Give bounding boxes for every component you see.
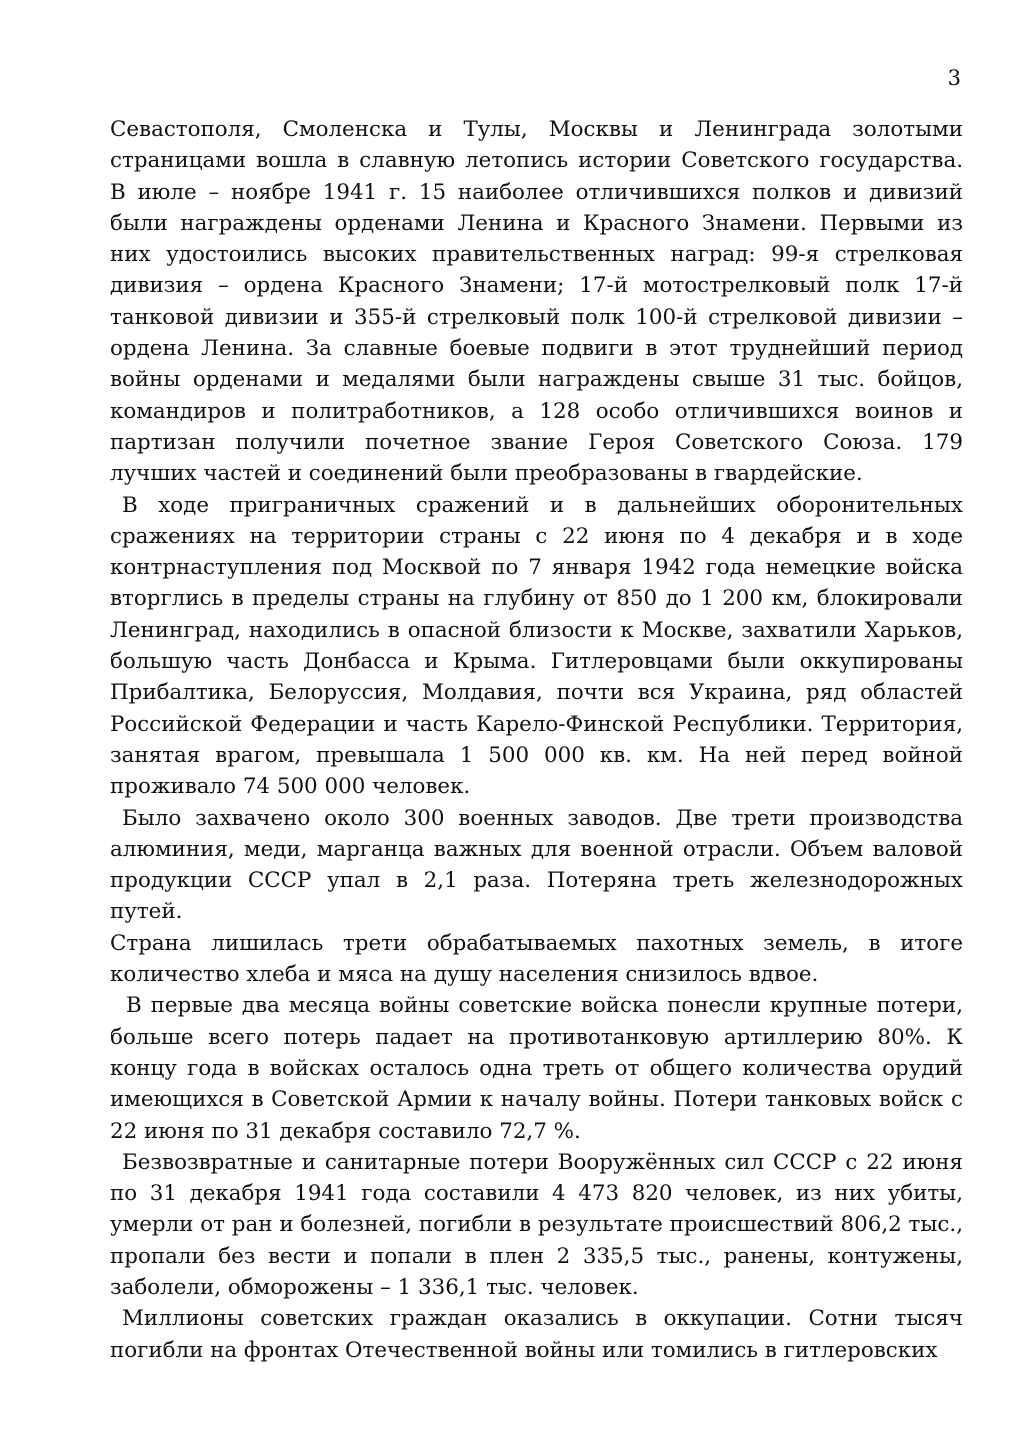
document-body — [110, 114, 963, 1366]
paragraph-5: В первые два месяца войны советские войска понесли крупные потери, больше всего потерь падает на противотанковую артиллерию 80%. К концу года в войсках осталось одна треть от общего количества орудий имеющихся в Советской Армии к началу войны. Потери танковых войск с 22 июня по 31 декабря составило 72,7 %. — [110, 993, 963, 1144]
paragraph-7: Миллионы советских граждан оказались в оккупации. Сотни тысяч погибли на фронтах Отечественной войны или томились в гитлеровских — [110, 1306, 963, 1363]
paragraph-2: В ходе приграничных сражений и в дальнейших оборонительных сражениях на территории страны с 22 июня по 4 декабря и в ходе контрнаступления под Москвой по 7 января 1942 года немецкие войска вторглись в пределы страны на глубину от 850 до 1 200 км, блокировали Ленинград, находились в опасной близости к Москве, захватили Харьков, большую часть Донбасса и Крыма. Гитлеровцами были оккупированы Прибалтика, Белоруссия, Молдавия, почти вся Украина, ряд областей Российской Федерации и часть Карело-Финской Республики. Территория, занятая врагом, превышала 1 500 000 кв. км. На ней перед войной проживало 74 500 000 человек. — [110, 492, 963, 800]
paragraph-3: Было захвачено около 300 военных заводов. Две трети производства алюминия, меди, марганца важных для военной отрасли. Объем валовой продукции СССР упал в 2,1 раза. Потеряна треть железнодорожных путей. — [110, 805, 963, 925]
paragraph-1: Севастополя, Смоленска и Тулы, Москвы и Ленинграда золотыми страницами вошла в славную летопись истории Советского государства. В июле – ноябре 1941 г. 15 наиболее отличившихся полков и дивизий были награждены орденами Ленина и Красного Знамени. Первыми из них удостоились высоких правительственных наград: 99-я стрелковая дивизия – ордена Красного Знамени; 17-й мотострелковый полк 17-й танковой дивизии и 355-й стрелковый полк 100-й стрелковой дивизии – ордена Ленина. За славные боевые подвиги в этот труднейший период войны орденами и медалями были награждены свыше 31 тыс. бойцов, командиров и политработников, а 128 особо отличившихся воинов и партизан получили почетное звание Героя Советского Союза. 179 лучших частей и соединений были преобразованы в гвардейские. — [110, 117, 963, 487]
paragraph-6: Безвозвратные и санитарные потери Вооружённых сил СССР с 22 июня по 31 декабря 1941 года составили 4 473 820 человек, из них убиты, умерли от ран и болезней, погибли в результате происшествий 806,2 тыс., пропали без вести и попали в плен 2 335,5 тыс., ранены, контужены, заболели, обморожены – 1 336,1 тыс. человек. — [110, 1149, 963, 1300]
page-number: 3 — [947, 66, 961, 90]
paragraph-4: Страна лишилась трети обрабатываемых пахотных земель, в итоге количество хлеба и мяса на душу населения снизилось вдвое. — [110, 930, 963, 988]
